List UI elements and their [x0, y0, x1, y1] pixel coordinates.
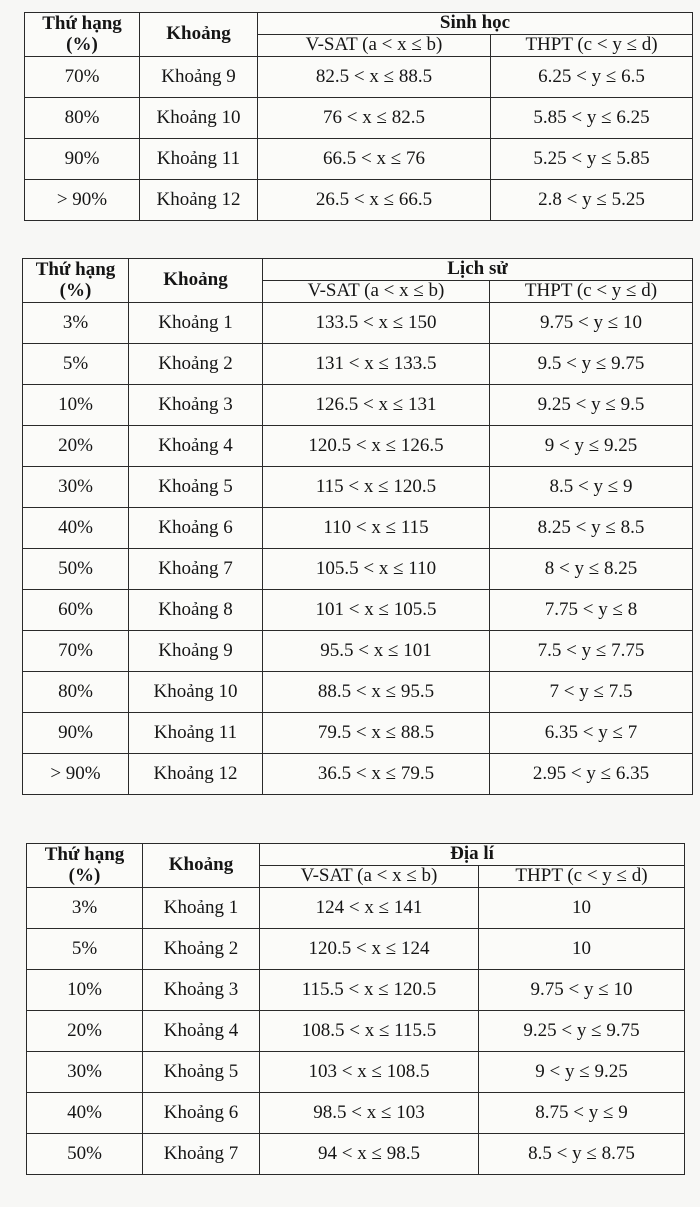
header-thpt: THPT (c < y ≤ d)	[479, 866, 685, 888]
cell-rank: 5%	[27, 929, 143, 970]
cell-vsat: 36.5 < x ≤ 79.5	[263, 754, 490, 795]
cell-rank: 90%	[25, 139, 140, 180]
score-table-biology	[24, 12, 693, 221]
cell-rank: 20%	[27, 1011, 143, 1052]
cell-thpt: 8.25 < y ≤ 8.5	[490, 508, 693, 549]
cell-vsat: 101 < x ≤ 105.5	[263, 590, 490, 631]
cell-range: Khoảng 1	[143, 888, 260, 929]
cell-thpt: 10	[479, 888, 685, 929]
header-vsat: V-SAT (a < x ≤ b)	[263, 281, 490, 303]
cell-vsat: 124 < x ≤ 141	[260, 888, 479, 929]
header-thpt: THPT (c < y ≤ d)	[491, 35, 693, 57]
cell-thpt: 6.35 < y ≤ 7	[490, 713, 693, 754]
table-row	[23, 549, 693, 590]
cell-range: Khoảng 1	[129, 303, 263, 344]
cell-rank: 30%	[23, 467, 129, 508]
table-row	[27, 888, 685, 929]
cell-rank: 50%	[27, 1134, 143, 1175]
cell-vsat: 76 < x ≤ 82.5	[258, 98, 491, 139]
table-row	[27, 1134, 685, 1175]
cell-rank: 60%	[23, 590, 129, 631]
cell-range: Khoảng 9	[129, 631, 263, 672]
cell-rank: 10%	[23, 385, 129, 426]
cell-thpt: 9.25 < y ≤ 9.75	[479, 1011, 685, 1052]
cell-rank: 90%	[23, 713, 129, 754]
table-row	[27, 1011, 685, 1052]
cell-thpt: 2.95 < y ≤ 6.35	[490, 754, 693, 795]
cell-range: Khoảng 7	[143, 1134, 260, 1175]
cell-thpt: 2.8 < y ≤ 5.25	[491, 180, 693, 221]
cell-rank: 20%	[23, 426, 129, 467]
cell-thpt: 9.75 < y ≤ 10	[479, 970, 685, 1011]
cell-range: Khoảng 4	[143, 1011, 260, 1052]
header-vsat: V-SAT (a < x ≤ b)	[258, 35, 491, 57]
cell-vsat: 105.5 < x ≤ 110	[263, 549, 490, 590]
table-row	[23, 467, 693, 508]
cell-rank: 70%	[23, 631, 129, 672]
header-rank-unit: (%)	[66, 33, 98, 55]
table-row	[23, 385, 693, 426]
header-vsat: V-SAT (a < x ≤ b)	[260, 866, 479, 888]
cell-rank: 10%	[27, 970, 143, 1011]
cell-rank: 40%	[23, 508, 129, 549]
cell-vsat: 133.5 < x ≤ 150	[263, 303, 490, 344]
header-rank	[23, 259, 129, 303]
cell-rank: 40%	[27, 1093, 143, 1134]
cell-thpt: 9.75 < y ≤ 10	[490, 303, 693, 344]
cell-thpt: 8.75 < y ≤ 9	[479, 1093, 685, 1134]
table-row	[23, 344, 693, 385]
cell-vsat: 120.5 < x ≤ 124	[260, 929, 479, 970]
table-row	[27, 970, 685, 1011]
cell-vsat: 126.5 < x ≤ 131	[263, 385, 490, 426]
cell-vsat: 103 < x ≤ 108.5	[260, 1052, 479, 1093]
cell-rank: 50%	[23, 549, 129, 590]
cell-range: Khoảng 2	[143, 929, 260, 970]
subject-title: Lịch sử	[263, 259, 693, 281]
header-rank-unit: (%)	[59, 279, 92, 301]
cell-range: Khoảng 6	[143, 1093, 260, 1134]
cell-thpt: 8.5 < y ≤ 8.75	[479, 1134, 685, 1175]
cell-range: Khoảng 10	[129, 672, 263, 713]
cell-rank: 3%	[23, 303, 129, 344]
cell-thpt: 8.5 < y ≤ 9	[490, 467, 693, 508]
score-table-history	[22, 258, 693, 795]
cell-thpt: 7.75 < y ≤ 8	[490, 590, 693, 631]
score-table-geography	[26, 843, 685, 1175]
table-row	[23, 303, 693, 344]
cell-thpt: 8 < y ≤ 8.25	[490, 549, 693, 590]
cell-range: Khoảng 3	[129, 385, 263, 426]
cell-vsat: 95.5 < x ≤ 101	[263, 631, 490, 672]
cell-range: Khoảng 5	[129, 467, 263, 508]
header-rank-label: Thứ hạng	[35, 258, 116, 280]
table-row	[23, 713, 693, 754]
cell-rank: 80%	[23, 672, 129, 713]
cell-range: Khoảng 12	[140, 180, 258, 221]
cell-range: Khoảng 10	[140, 98, 258, 139]
cell-range: Khoảng 11	[129, 713, 263, 754]
cell-thpt: 9 < y ≤ 9.25	[490, 426, 693, 467]
cell-rank: 3%	[27, 888, 143, 929]
cell-rank: 5%	[23, 344, 129, 385]
table-row	[23, 754, 693, 795]
cell-rank: 70%	[25, 57, 140, 98]
table-row	[27, 1093, 685, 1134]
cell-thpt: 5.25 < y ≤ 5.85	[491, 139, 693, 180]
cell-range: Khoảng 6	[129, 508, 263, 549]
header-rank-unit: (%)	[68, 864, 101, 886]
header-rank-label: Thứ hạng	[42, 12, 122, 34]
cell-vsat: 98.5 < x ≤ 103	[260, 1093, 479, 1134]
cell-thpt: 7.5 < y ≤ 7.75	[490, 631, 693, 672]
table-row	[23, 508, 693, 549]
cell-range: Khoảng 11	[140, 139, 258, 180]
table-row	[23, 631, 693, 672]
cell-thpt: 9.5 < y ≤ 9.75	[490, 344, 693, 385]
table-row	[27, 929, 685, 970]
table-row	[23, 426, 693, 467]
cell-rank: > 90%	[25, 180, 140, 221]
cell-range: Khoảng 3	[143, 970, 260, 1011]
cell-rank: 80%	[25, 98, 140, 139]
cell-vsat: 131 < x ≤ 133.5	[263, 344, 490, 385]
cell-range: Khoảng 2	[129, 344, 263, 385]
cell-rank: > 90%	[23, 754, 129, 795]
cell-range: Khoảng 4	[129, 426, 263, 467]
cell-rank: 30%	[27, 1052, 143, 1093]
cell-range: Khoảng 12	[129, 754, 263, 795]
cell-thpt: 7 < y ≤ 7.5	[490, 672, 693, 713]
cell-thpt: 6.25 < y ≤ 6.5	[491, 57, 693, 98]
cell-vsat: 66.5 < x ≤ 76	[258, 139, 491, 180]
table-row	[25, 57, 693, 98]
table-row	[23, 672, 693, 713]
header-thpt: THPT (c < y ≤ d)	[490, 281, 693, 303]
cell-thpt: 9.25 < y ≤ 9.5	[490, 385, 693, 426]
cell-range: Khoảng 9	[140, 57, 258, 98]
cell-vsat: 115.5 < x ≤ 120.5	[260, 970, 479, 1011]
subject-title: Sinh học	[258, 13, 693, 35]
table-row	[25, 180, 693, 221]
cell-vsat: 108.5 < x ≤ 115.5	[260, 1011, 479, 1052]
header-range: Khoảng	[140, 13, 258, 57]
table-row	[25, 98, 693, 139]
cell-thpt: 10	[479, 929, 685, 970]
table-row	[27, 1052, 685, 1093]
cell-range: Khoảng 7	[129, 549, 263, 590]
table-row	[25, 139, 693, 180]
cell-range: Khoảng 5	[143, 1052, 260, 1093]
subject-title: Địa lí	[260, 844, 685, 866]
cell-vsat: 88.5 < x ≤ 95.5	[263, 672, 490, 713]
table-row	[23, 590, 693, 631]
cell-vsat: 79.5 < x ≤ 88.5	[263, 713, 490, 754]
cell-range: Khoảng 8	[129, 590, 263, 631]
cell-vsat: 82.5 < x ≤ 88.5	[258, 57, 491, 98]
cell-vsat: 115 < x ≤ 120.5	[263, 467, 490, 508]
cell-vsat: 26.5 < x ≤ 66.5	[258, 180, 491, 221]
header-rank	[27, 844, 143, 888]
header-rank	[25, 13, 140, 57]
header-range: Khoảng	[129, 259, 263, 303]
cell-vsat: 120.5 < x ≤ 126.5	[263, 426, 490, 467]
cell-vsat: 110 < x ≤ 115	[263, 508, 490, 549]
header-rank-label: Thứ hạng	[44, 843, 125, 865]
cell-vsat: 94 < x ≤ 98.5	[260, 1134, 479, 1175]
cell-thpt: 5.85 < y ≤ 6.25	[491, 98, 693, 139]
header-range: Khoảng	[143, 844, 260, 888]
cell-thpt: 9 < y ≤ 9.25	[479, 1052, 685, 1093]
